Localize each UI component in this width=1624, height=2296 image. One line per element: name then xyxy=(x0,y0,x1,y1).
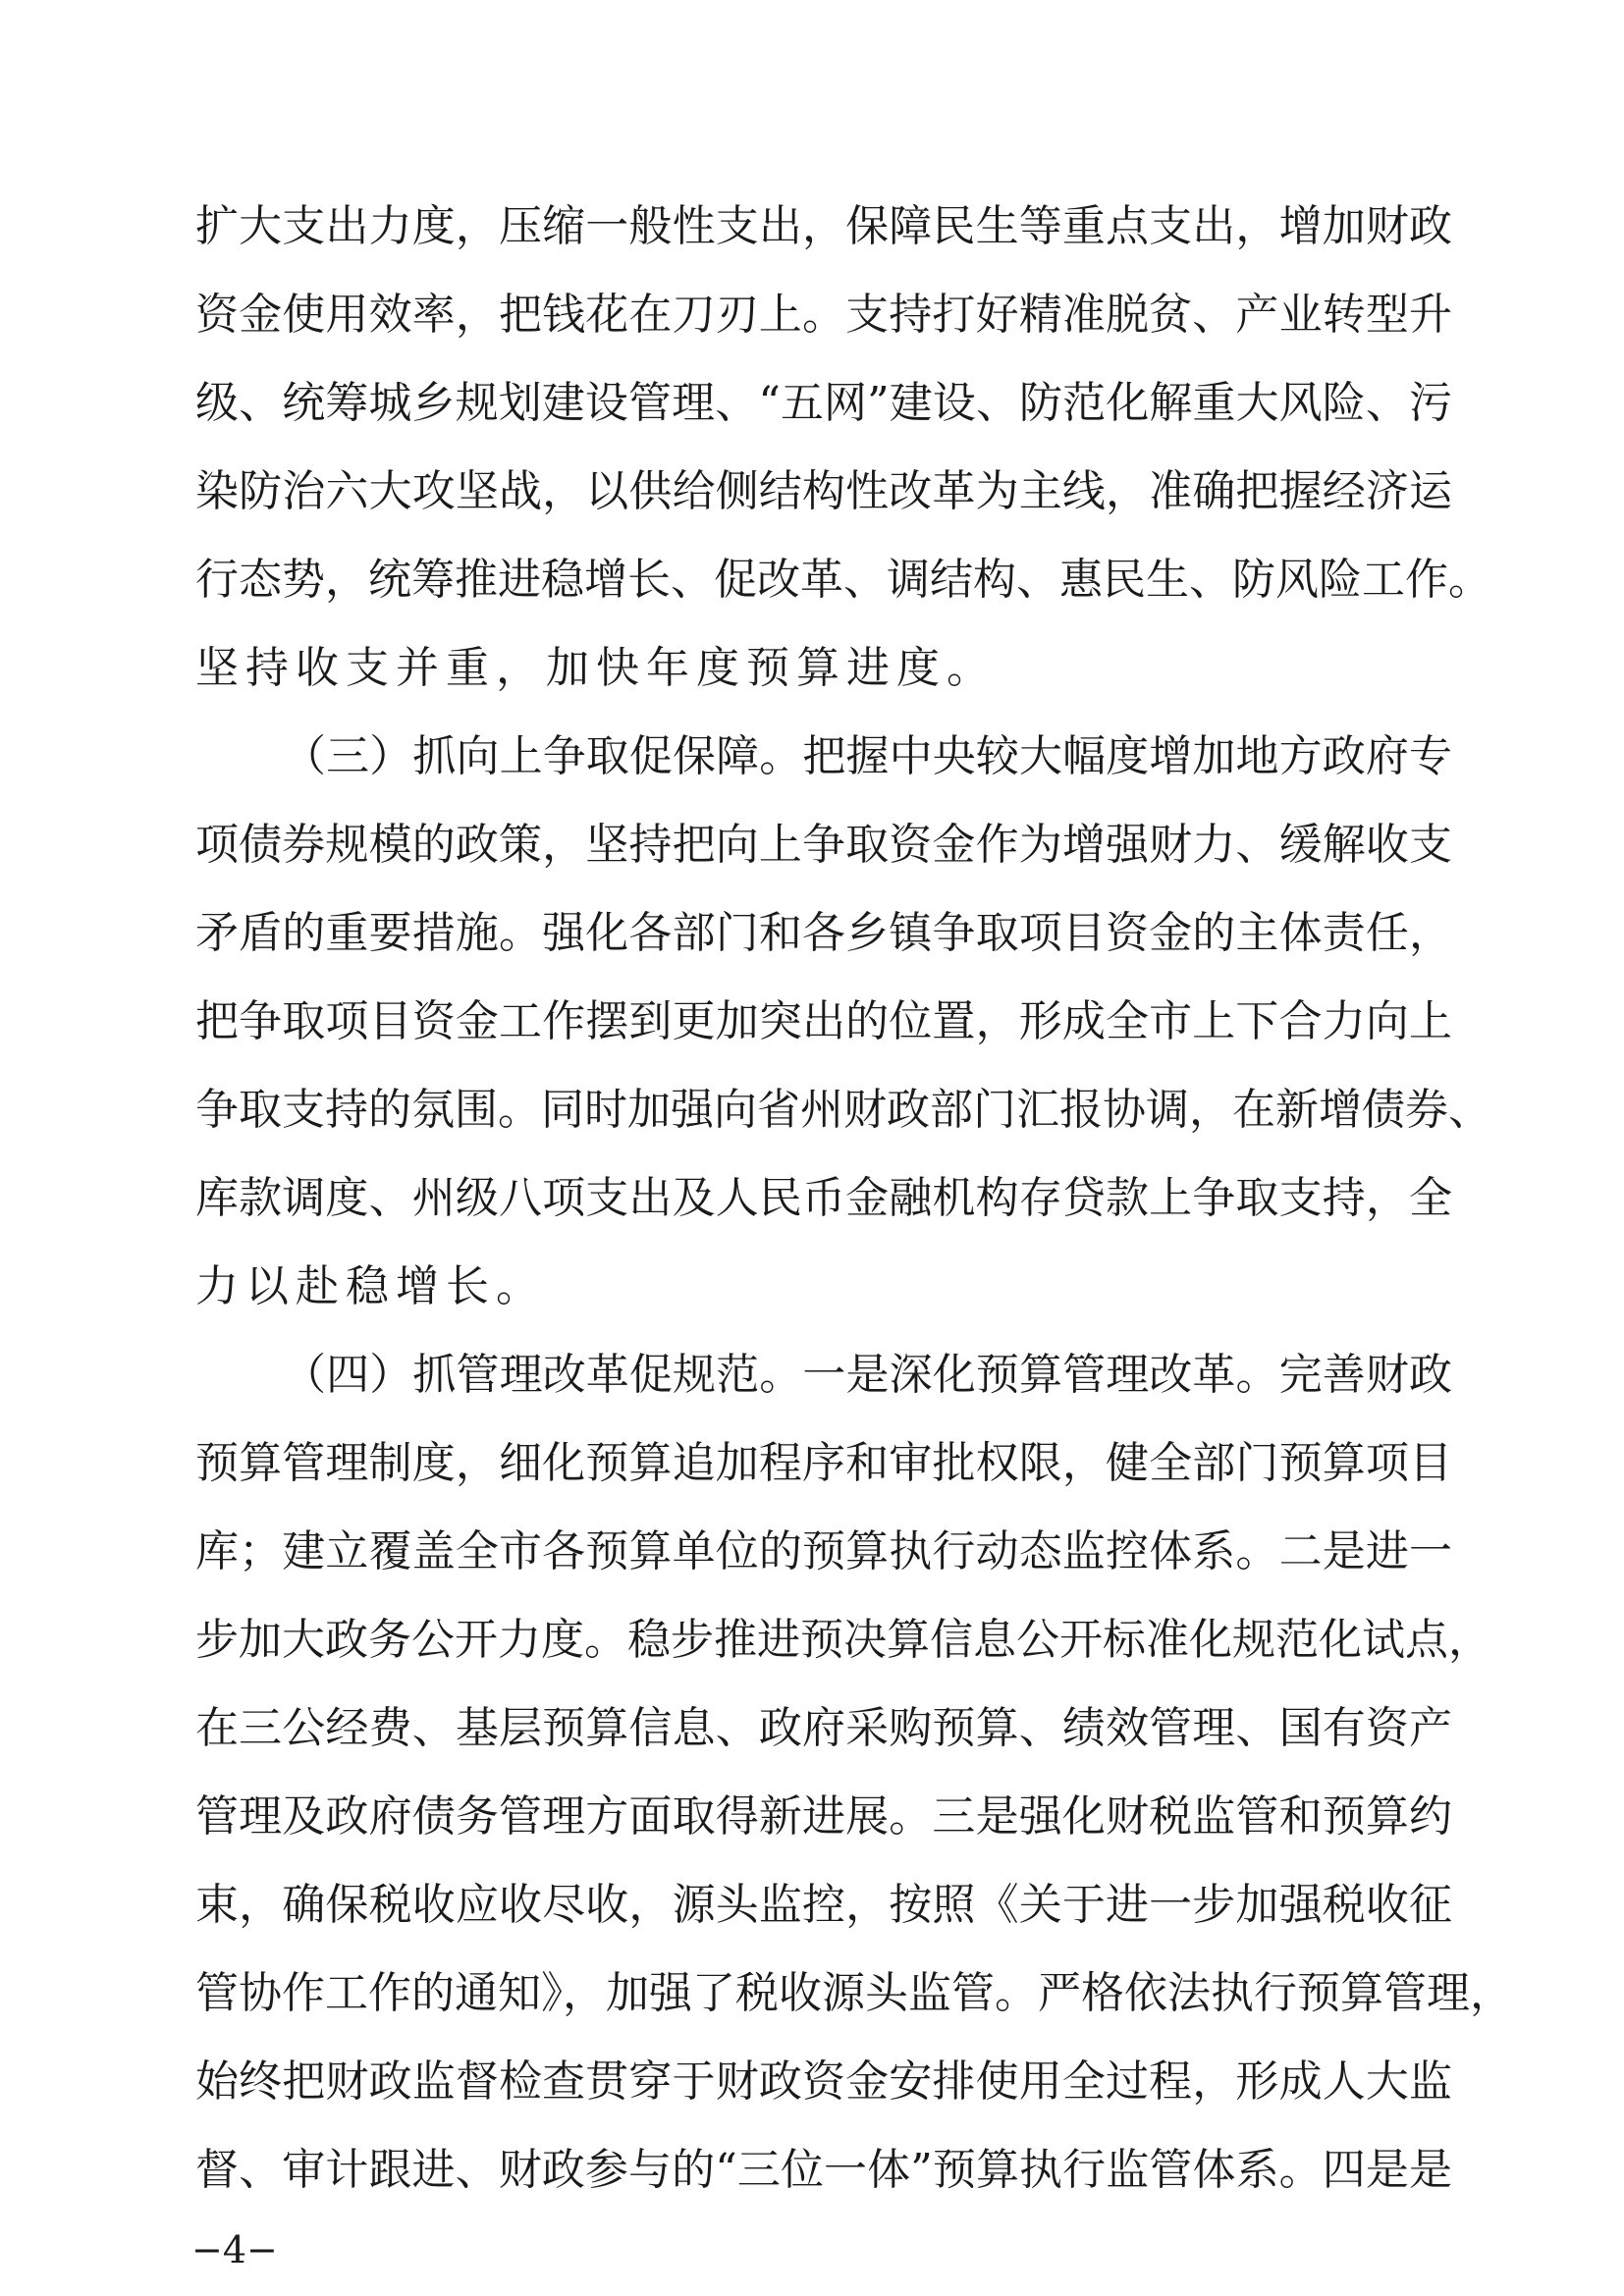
text-line: 行态势，统筹推进稳增长、促改革、调结构、惠民生、防风险工作。 xyxy=(195,555,1491,605)
text-line: 力以赴稳增长。 xyxy=(195,1261,546,1311)
text-line: 项债券规模的政策，坚持把向上争取资金作为增强财力、缓解收支 xyxy=(195,820,1452,870)
text-line: 把争取项目资金工作摆到更加突出的位置，形成全市上下合力向上 xyxy=(195,996,1452,1046)
text-line: 坚持收支并重，加快年度预算进度。 xyxy=(195,643,997,693)
text-line: 管理及政府债务管理方面取得新进展。三是强化财税监管和预算约 xyxy=(195,1791,1452,1842)
text-line: 矛盾的重要措施。强化各部门和各乡镇争取项目资金的主体责任， xyxy=(195,908,1452,958)
page-number: −4− xyxy=(191,2228,278,2271)
text-line: 资金使用效率，把钱花在刀刃上。支持打好精准脱贫、产业转型升 xyxy=(195,290,1452,340)
text-line: 库款调度、州级八项支出及人民币金融机构存贷款上争取支持，全 xyxy=(195,1173,1452,1223)
text-line: 始终把财政监督检查贯穿于财政资金安排使用全过程，形成人大监 xyxy=(195,2056,1452,2107)
section-heading-line: （三）抓向上争取促保障。把握中央较大幅度增加地方政府专 xyxy=(283,731,1452,781)
text-line: 在三公经费、基层预算信息、政府采购预算、绩效管理、国有资产 xyxy=(195,1703,1452,1753)
text-line: 染防治六大攻坚战，以供给侧结构性改革为主线，准确把握经济运 xyxy=(195,466,1452,516)
text-line: 督、审计跟进、财政参与的“三位一体”预算执行监管体系。四是是 xyxy=(195,2145,1452,2195)
text-line: 库；建立覆盖全市各预算单位的预算执行动态监控体系。二是进一 xyxy=(195,1526,1452,1576)
text-line: 步加大政务公开力度。稳步推进预决算信息公开标准化规范化试点， xyxy=(195,1615,1491,1665)
text-line: 争取支持的氛围。同时加强向省州财政部门汇报协调，在新增债券、 xyxy=(195,1085,1491,1135)
text-line: 预算管理制度，细化预算追加程序和审批权限，健全部门预算项目 xyxy=(195,1438,1452,1488)
text-line: 扩大支出力度，压缩一般性支出，保障民生等重点支出，增加财政 xyxy=(195,201,1452,251)
text-line: 级、统筹城乡规划建设管理、“五网”建设、防范化解重大风险、污 xyxy=(195,378,1452,428)
text-line: 束，确保税收应收尽收，源头监控，按照《关于进一步加强税收征 xyxy=(195,1880,1452,1930)
section-heading-line: （四）抓管理改革促规范。一是深化预算管理改革。完善财政 xyxy=(283,1350,1452,1400)
text-line: 管协作工作的通知》，加强了税收源头监管。严格依法执行预算管理， xyxy=(195,1968,1513,2018)
